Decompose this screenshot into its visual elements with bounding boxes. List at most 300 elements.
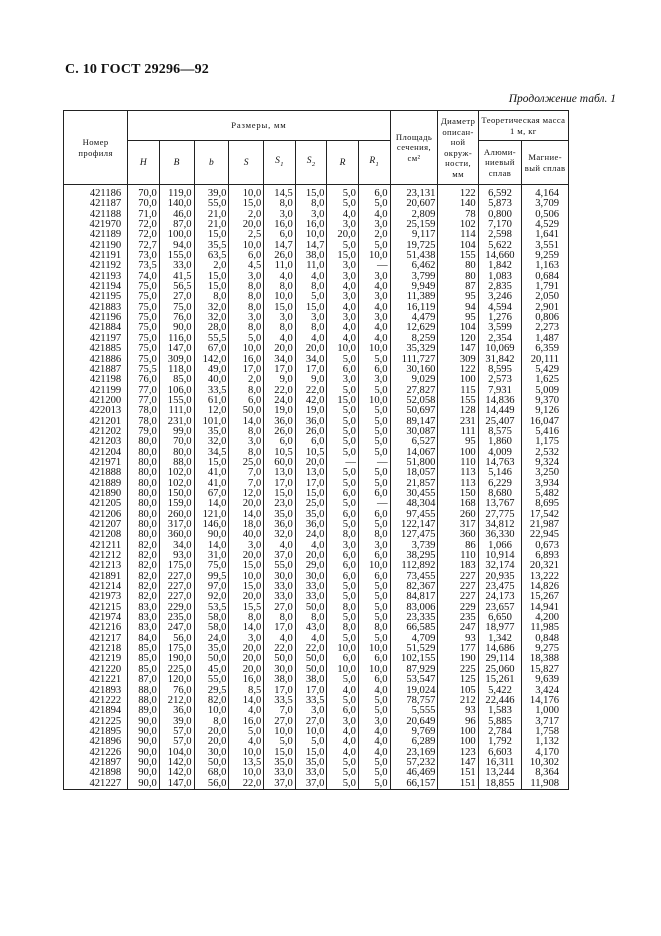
table-cell: 1,000 [522, 706, 569, 716]
table-cell: 50,0 [264, 654, 296, 664]
table-cell: 10,0 [295, 230, 327, 240]
table-cell: 3,0 [327, 541, 359, 551]
table-cell: 6,0 [327, 510, 359, 520]
table-cell: 421186 [64, 185, 128, 200]
table-cell: 0,848 [522, 634, 569, 644]
table-cell: 10,0 [229, 748, 264, 758]
table-cell: 66,157 [390, 779, 438, 790]
table-cell: 102,155 [390, 654, 438, 664]
table-cell: 155 [438, 251, 478, 261]
table-cell: 231,0 [159, 417, 194, 427]
table-cell: 421885 [64, 344, 128, 354]
table-cell: 75,0 [128, 303, 160, 313]
table-cell: 14,660 [478, 251, 522, 261]
table-cell: 26,0 [264, 251, 296, 261]
table-cell: 14,0 [229, 623, 264, 633]
table-cell: 55,0 [264, 561, 296, 571]
table-cell: 58,0 [194, 623, 229, 633]
table-cell: 4,0 [358, 727, 390, 737]
table-cell: 8,364 [522, 768, 569, 778]
table-cell: 34,0 [264, 355, 296, 365]
table-cell: 86 [438, 541, 478, 551]
table-cell: 75,0 [128, 334, 160, 344]
table-cell: 26,0 [264, 427, 296, 437]
table-cell: 1,641 [522, 230, 569, 240]
table-cell: 39,0 [159, 717, 194, 727]
table-cell: 5,0 [327, 185, 359, 200]
table-cell: 4,0 [358, 686, 390, 696]
table-cell: 421895 [64, 727, 128, 737]
table-cell: 4,709 [390, 634, 438, 644]
table-cell: 8,0 [295, 323, 327, 333]
table-cell: 78,0 [128, 417, 160, 427]
table-cell: 17,0 [295, 479, 327, 489]
table-cell: 37,0 [295, 779, 327, 790]
table-cell: 75,5 [128, 365, 160, 375]
table-cell: 3,0 [358, 292, 390, 302]
table-cell: 10,914 [478, 551, 522, 561]
table-cell: 5,0 [327, 696, 359, 706]
header-magnesium-alloy: Магние- вый сплав [522, 141, 569, 185]
table-cell: 27,827 [390, 386, 438, 396]
table-cell: 78,0 [128, 406, 160, 416]
table-cell: 30,0 [194, 748, 229, 758]
table-cell: 14,826 [522, 582, 569, 592]
table-cell: 1,066 [478, 541, 522, 551]
table-cell: 6,0 [358, 675, 390, 685]
table-cell: 11,0 [295, 261, 327, 271]
table-cell: 15,0 [327, 396, 359, 406]
table-cell: 38,295 [390, 551, 438, 561]
table-cell: 5,0 [358, 417, 390, 427]
table-cell: 15,0 [295, 489, 327, 499]
table-cell: 1,342 [478, 634, 522, 644]
table-cell: 5,146 [478, 468, 522, 478]
table-cell: 13,0 [295, 468, 327, 478]
table-cell: 75,0 [128, 323, 160, 333]
table-cell: 10,0 [229, 768, 264, 778]
table-cell: 80,0 [128, 489, 160, 499]
table-cell: 5,0 [327, 417, 359, 427]
table-cell: 20,0 [295, 551, 327, 561]
table-cell: 2,0 [194, 261, 229, 271]
table-cell: 100 [438, 448, 478, 458]
table-cell: 5,0 [327, 582, 359, 592]
table-cell: 6,893 [522, 551, 569, 561]
table-cell: 5,0 [327, 427, 359, 437]
table-cell: 12,0 [194, 406, 229, 416]
table-cell: 1,791 [522, 282, 569, 292]
table-cell: 80,0 [128, 468, 160, 478]
table-cell: 14,941 [522, 603, 569, 613]
table-cell: 97,455 [390, 510, 438, 520]
table-cell: 421227 [64, 779, 128, 790]
table-cell: 4,0 [358, 334, 390, 344]
table-cell: 3,717 [522, 717, 569, 727]
table-cell: 9,029 [390, 375, 438, 385]
table-cell: 6,359 [522, 344, 569, 354]
table-cell: 20,0 [229, 220, 264, 230]
table-cell: 421884 [64, 323, 128, 333]
table-cell: 229 [438, 603, 478, 613]
table-cell: 5,0 [327, 675, 359, 685]
table-cell: 111,0 [159, 406, 194, 416]
table-cell: 5,0 [327, 613, 359, 623]
table-cell: 38,0 [295, 675, 327, 685]
table-cell: 421883 [64, 303, 128, 313]
table-cell: 80,0 [128, 530, 160, 540]
table-cell: 50,0 [194, 654, 229, 664]
table-cell: 155,0 [159, 396, 194, 406]
table-cell: 46,0 [159, 210, 194, 220]
table-cell: 70,0 [128, 185, 160, 200]
table-cell: 90,0 [128, 717, 160, 727]
table-cell: 5,0 [295, 292, 327, 302]
table-cell: 33,0 [264, 768, 296, 778]
table-cell: 118,0 [159, 365, 194, 375]
table-cell: 80,0 [159, 448, 194, 458]
table-cell: 4,0 [264, 634, 296, 644]
table-cell: 421197 [64, 334, 128, 344]
table-cell: 90,0 [128, 748, 160, 758]
table-cell: 73,455 [390, 572, 438, 582]
table-cell: 10,5 [295, 448, 327, 458]
table-cell: 229,0 [159, 603, 194, 613]
table-cell: 227,0 [159, 582, 194, 592]
table-cell: 114 [438, 230, 478, 240]
table-cell: 4,0 [327, 210, 359, 220]
table-cell: 2,0 [229, 375, 264, 385]
table-cell: 33,0 [264, 592, 296, 602]
table-cell: 82,0 [128, 592, 160, 602]
table-cell: 421894 [64, 706, 128, 716]
table-cell: 112,892 [390, 561, 438, 571]
header-dim-s1: $S_1$ [264, 141, 296, 185]
table-cell: 35,0 [264, 758, 296, 768]
table-cell: 115 [438, 386, 478, 396]
table-cell: 2,573 [478, 375, 522, 385]
table-cell: 18,855 [478, 779, 522, 790]
table-cell: 422013 [64, 406, 128, 416]
table-cell: 25,407 [478, 417, 522, 427]
table-cell: 14,0 [194, 541, 229, 551]
table-cell: 6,0 [358, 551, 390, 561]
table-row [64, 375, 616, 385]
table-cell: 6,0 [358, 489, 390, 499]
table-cell: 82,0 [194, 696, 229, 706]
table-cell: 8,0 [295, 282, 327, 292]
table-cell: 3,246 [478, 292, 522, 302]
table-cell: 0,806 [522, 313, 569, 323]
table-cell: 127,475 [390, 530, 438, 540]
table-cell: 5,0 [358, 582, 390, 592]
table-cell: 90,0 [128, 727, 160, 737]
table-cell: 21,0 [194, 220, 229, 230]
table-cell: 8,0 [229, 613, 264, 623]
table-cell: 421188 [64, 210, 128, 220]
table-cell: 67,0 [194, 489, 229, 499]
table-cell: 1,083 [478, 272, 522, 282]
table-cell: 21,0 [194, 210, 229, 220]
table-cell: 85,0 [128, 644, 160, 654]
table-cell: 1,842 [478, 261, 522, 271]
table-cell: 18,0 [229, 520, 264, 530]
table-cell: 4,0 [327, 303, 359, 313]
table-cell: 90,0 [128, 768, 160, 778]
table-cell: 421206 [64, 510, 128, 520]
table-cell: 12,629 [390, 323, 438, 333]
table-cell: 8,259 [390, 334, 438, 344]
table-cell: 5,0 [327, 199, 359, 209]
table-cell: 5,0 [327, 520, 359, 530]
table-cell: 421204 [64, 448, 128, 458]
table-cell: 31,842 [478, 355, 522, 365]
table-cell: 92,0 [194, 592, 229, 602]
table-cell: 155,0 [159, 251, 194, 261]
table-cell: 77,0 [128, 386, 160, 396]
table-cell: 421889 [64, 479, 128, 489]
table-cell: 20,0 [229, 551, 264, 561]
table-cell: 10,5 [264, 448, 296, 458]
table-cell: 1,758 [522, 727, 569, 737]
table-continuation-note: Продолжение табл. 1 [508, 93, 616, 105]
table-cell: 43,0 [295, 623, 327, 633]
table-cell: 12,0 [229, 489, 264, 499]
table-cell: 15,0 [264, 748, 296, 758]
table-cell: 33,0 [295, 768, 327, 778]
table-cell: 50,0 [295, 654, 327, 664]
table-cell: 95 [438, 292, 478, 302]
table-cell: 5,0 [327, 479, 359, 489]
table-cell: 5,0 [358, 603, 390, 613]
table-cell: 421192 [64, 261, 128, 271]
table-cell: 13,244 [478, 768, 522, 778]
table-cell: 5,0 [358, 592, 390, 602]
table-cell: 10,0 [327, 344, 359, 354]
table-cell: 227,0 [159, 592, 194, 602]
table-cell: 104,0 [159, 748, 194, 758]
table-cell: 79,0 [128, 427, 160, 437]
table-cell: 4,0 [327, 727, 359, 737]
table-cell: 3,0 [358, 375, 390, 385]
table-cell: 14,836 [478, 396, 522, 406]
table-cell: 16,0 [229, 355, 264, 365]
table-cell: 30,0 [295, 572, 327, 582]
table-cell: 80 [438, 261, 478, 271]
table-cell: 6,650 [478, 613, 522, 623]
table-cell: 89,0 [128, 706, 160, 716]
table-cell: 35,329 [390, 344, 438, 354]
table-cell: 5,0 [358, 479, 390, 489]
table-cell: 16,0 [229, 675, 264, 685]
table-cell: 35,5 [194, 241, 229, 251]
table-cell: 52,058 [390, 396, 438, 406]
table-cell: 22,446 [478, 696, 522, 706]
table-cell: 421886 [64, 355, 128, 365]
table-cell: 151 [438, 779, 478, 790]
table-cell: 50,0 [194, 758, 229, 768]
table-cell: 11,0 [264, 261, 296, 271]
table-cell: 119,0 [159, 185, 194, 200]
table-cell: 421225 [64, 717, 128, 727]
table-cell: 4,0 [358, 323, 390, 333]
table-cell: 27,0 [264, 603, 296, 613]
table-cell: 80,0 [128, 437, 160, 447]
table-row [64, 406, 616, 416]
table-cell: 18,977 [478, 623, 522, 633]
table-cell: 6,527 [390, 437, 438, 447]
table-cell: 4,0 [358, 210, 390, 220]
table-cell: 15,0 [229, 582, 264, 592]
table-cell: 39,0 [194, 185, 229, 200]
table-cell: 57,0 [159, 737, 194, 747]
table-cell: 25,159 [390, 220, 438, 230]
table-cell: 51,800 [390, 458, 438, 468]
table-cell: 3,934 [522, 479, 569, 489]
header-dimensions-group: Размеры, мм [128, 111, 390, 141]
table-cell: 5,873 [478, 199, 522, 209]
table-cell: 421190 [64, 241, 128, 251]
table-cell: 3,0 [327, 375, 359, 385]
table-cell: 20,111 [522, 355, 569, 365]
table-cell: 38,0 [264, 675, 296, 685]
table-cell: 14,0 [229, 417, 264, 427]
table-cell: 22,0 [229, 779, 264, 790]
table-cell: 140 [438, 199, 478, 209]
table-cell: 14,7 [295, 241, 327, 251]
table-cell: 17,0 [264, 686, 296, 696]
table-cell: 128 [438, 406, 478, 416]
table-cell: 317 [438, 520, 478, 530]
table-cell: 21,857 [390, 479, 438, 489]
table-cell: 75,0 [128, 355, 160, 365]
table-cell: 83,0 [128, 623, 160, 633]
table-cell: 32,0 [264, 530, 296, 540]
table-cell: 142,0 [159, 758, 194, 768]
table-cell: 37,0 [264, 551, 296, 561]
table-cell: 70,0 [128, 199, 160, 209]
table-cell: 9,275 [522, 644, 569, 654]
table-cell: 30,0 [264, 572, 296, 582]
table-cell: 17,542 [522, 510, 569, 520]
table-cell: 100 [438, 727, 478, 737]
table-cell: 25,0 [229, 458, 264, 468]
table-cell: 78,757 [390, 696, 438, 706]
table-cell: 20,0 [229, 592, 264, 602]
table-cell: 15,5 [229, 603, 264, 613]
table-cell: 147 [438, 758, 478, 768]
table-cell: 4,170 [522, 748, 569, 758]
table-cell: 113 [438, 479, 478, 489]
table-cell: 3,799 [390, 272, 438, 282]
table-cell: 101,0 [194, 417, 229, 427]
table-cell: 421200 [64, 396, 128, 406]
table-cell: — [358, 458, 390, 468]
table-cell: 5,0 [327, 386, 359, 396]
table-cell: 0,800 [478, 210, 522, 220]
table-cell: 260 [438, 510, 478, 520]
table-cell: 6,0 [327, 551, 359, 561]
table-cell: 0,684 [522, 272, 569, 282]
table-cell: 75,0 [159, 303, 194, 313]
table-cell: 67,0 [194, 344, 229, 354]
table-cell: 30,160 [390, 365, 438, 375]
table-cell: 5,0 [295, 737, 327, 747]
table-cell: 421195 [64, 292, 128, 302]
table-cell: 17,0 [295, 365, 327, 375]
table-cell: 16,0 [264, 220, 296, 230]
table-cell: 5,0 [358, 696, 390, 706]
table-cell: 23,475 [478, 582, 522, 592]
table-cell: 20,649 [390, 717, 438, 727]
table-cell: 90,0 [159, 323, 194, 333]
table-cell: 1,487 [522, 334, 569, 344]
table-cell: 10,069 [478, 344, 522, 354]
table-cell: 87 [438, 282, 478, 292]
table-cell: 309 [438, 355, 478, 365]
table-cell: 75,0 [194, 561, 229, 571]
table-cell: 317,0 [159, 520, 194, 530]
table-cell: 146,0 [194, 520, 229, 530]
table-cell: 30,0 [264, 665, 296, 675]
table-cell: 35,0 [194, 644, 229, 654]
table-cell: 3,250 [522, 468, 569, 478]
table-cell: 70,0 [159, 437, 194, 447]
table-cell: 72,7 [128, 241, 160, 251]
table-cell: 6,0 [229, 251, 264, 261]
table-cell: 4,0 [358, 748, 390, 758]
table-cell: 48,304 [390, 499, 438, 509]
table-cell: 5,0 [358, 406, 390, 416]
table-cell: 3,424 [522, 686, 569, 696]
table-cell: 100 [438, 737, 478, 747]
table-cell: 75,0 [128, 313, 160, 323]
table-cell: 8,0 [229, 282, 264, 292]
table-cell: 421214 [64, 582, 128, 592]
table-cell: 212,0 [159, 696, 194, 706]
table-cell: 9,259 [522, 251, 569, 261]
table-cell: 4,0 [327, 686, 359, 696]
table-cell: 5,0 [327, 406, 359, 416]
table-cell: 10,302 [522, 758, 569, 768]
table-cell: 41,0 [194, 468, 229, 478]
table-cell: 8,0 [327, 530, 359, 540]
table-cell: 421211 [64, 541, 128, 551]
table-cell: 6,0 [295, 437, 327, 447]
table-cell: 4,594 [478, 303, 522, 313]
table-cell: 73,5 [128, 261, 160, 271]
header-area: Площадь сечения, см² [390, 111, 438, 185]
table-cell: 30,087 [390, 427, 438, 437]
table-cell: 5,0 [229, 727, 264, 737]
table-cell: 90,0 [128, 758, 160, 768]
table-cell: 10,0 [229, 572, 264, 582]
table-cell: 102,0 [159, 479, 194, 489]
table-cell: 168 [438, 499, 478, 509]
table-cell: 42,0 [295, 396, 327, 406]
table-cell: 1,132 [522, 737, 569, 747]
table-cell: 235,0 [159, 613, 194, 623]
table-cell: 14,0 [194, 499, 229, 509]
table-cell: 100,0 [159, 230, 194, 240]
table-cell: 5,0 [358, 241, 390, 251]
table-cell: 75,0 [128, 344, 160, 354]
table-cell: 35,0 [295, 510, 327, 520]
table-cell: 4,0 [264, 334, 296, 344]
table-cell: 83,0 [128, 613, 160, 623]
table-cell: 20,0 [229, 665, 264, 675]
table-cell: 18,057 [390, 468, 438, 478]
